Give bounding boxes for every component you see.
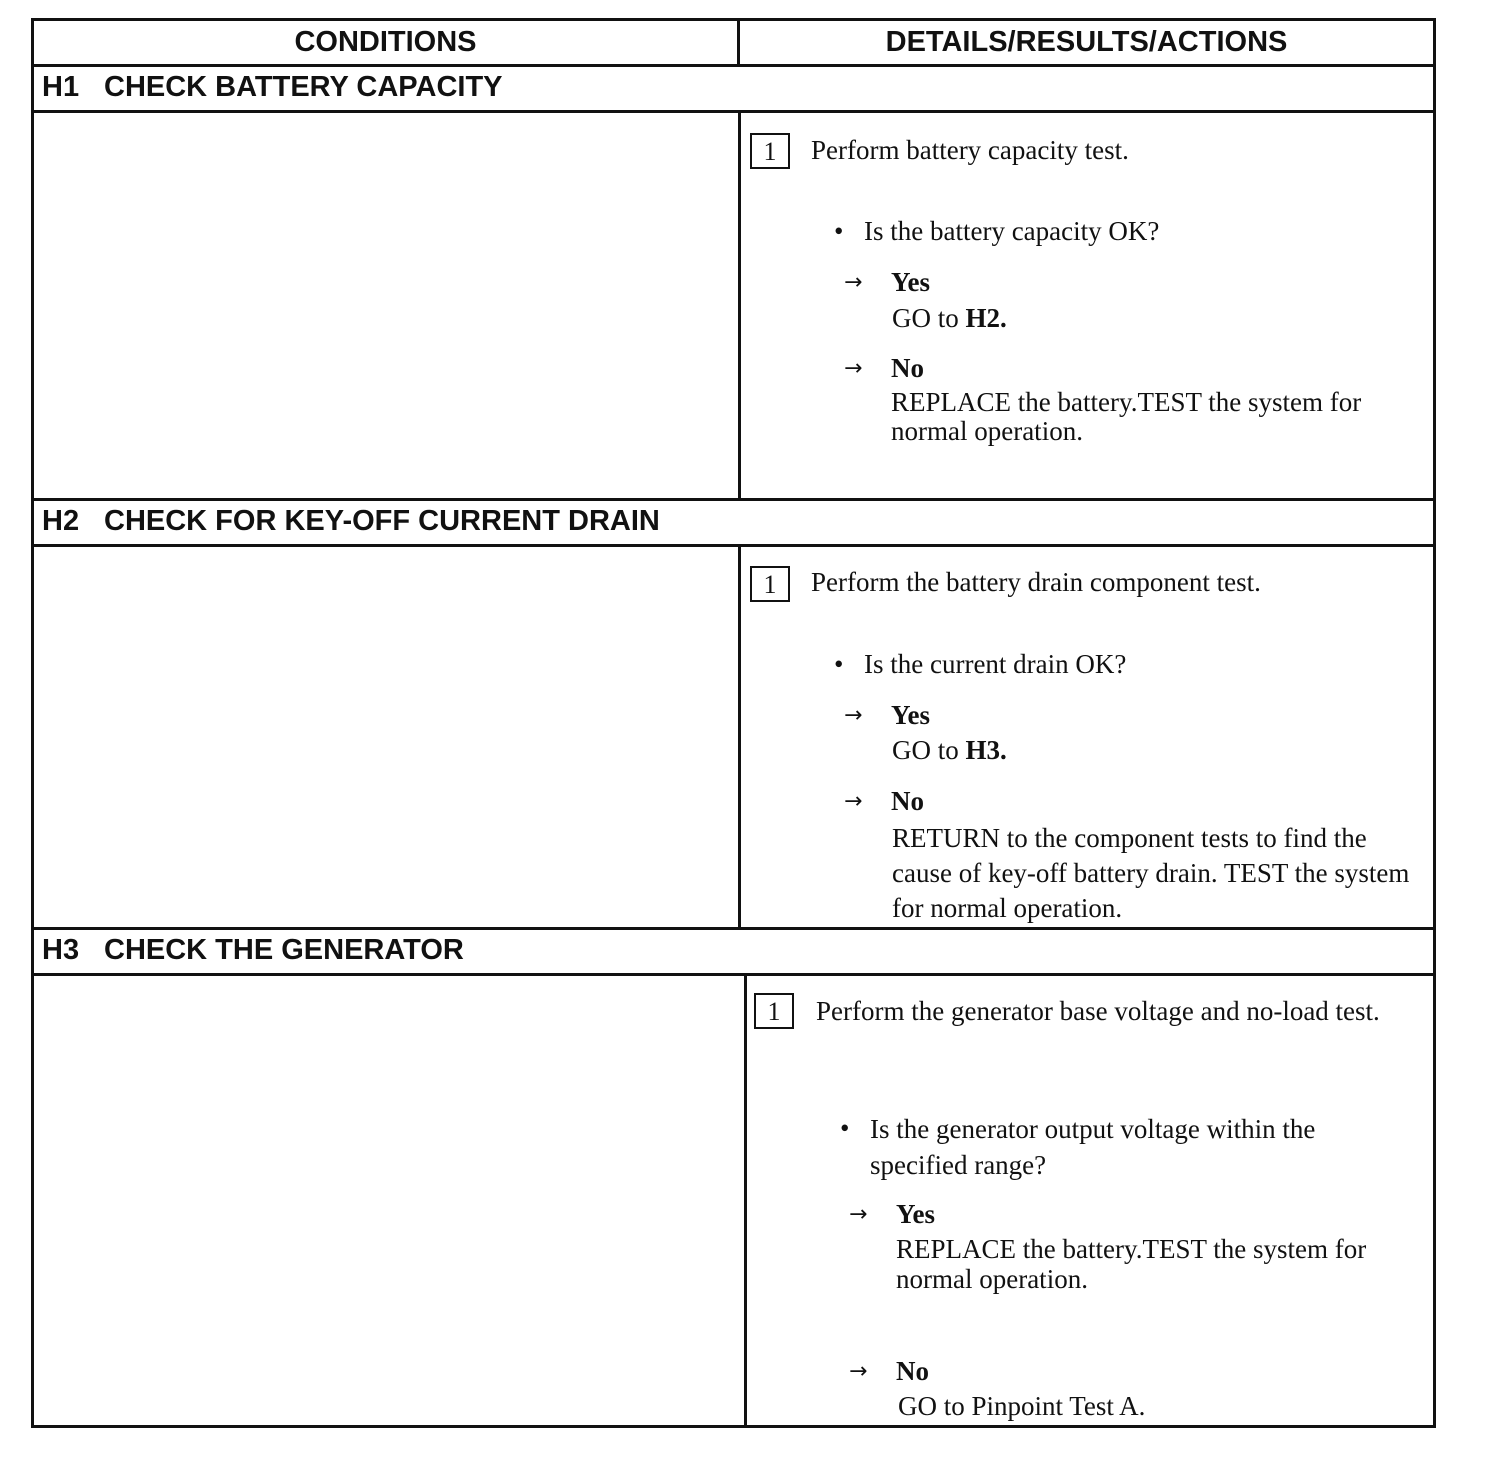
yes-action-text: GO to [892,735,966,765]
section-body-h2 [34,547,1433,930]
section-id: H2 [42,505,80,537]
step-number-box: 1 [750,133,790,169]
arrow-right-icon: → [844,270,863,295]
yes-label: Yes [891,700,930,730]
yes-target: H2. [965,303,1007,333]
arrow-right-icon: → [844,356,863,381]
section-title-h1 [34,67,1433,113]
yes-action [892,734,1412,767]
section-title-h2 [34,501,1433,547]
section-id: H1 [42,71,80,103]
arrow-right-icon: → [844,789,863,814]
section-body-h1 [34,113,1433,501]
yes-action-text: GO to [892,303,966,333]
step-text: Perform battery capacity test. [811,135,1129,165]
diagnostic-table [31,18,1436,1428]
yes-action [892,302,1412,335]
section-title-text: CHECK FOR KEY-OFF CURRENT DRAIN [104,505,660,537]
yes-label: Yes [891,267,930,297]
section-title-h3 [34,930,1433,976]
no-action-text: GO to Pinpoint Test A. [898,1391,1146,1421]
yes-target: H3. [965,735,1007,765]
no-label: No [891,353,924,383]
bullet-icon: • [840,1113,850,1143]
arrow-right-icon: → [849,1202,868,1227]
no-action-text: RETURN to the component tests to find the cause of key-off battery drain. TEST the system for normal operation. [892,823,1410,923]
section-id: H3 [42,934,80,966]
section-body-h3 [34,976,1433,1425]
step-number-box: 1 [750,566,790,602]
arrow-right-icon: → [849,1359,868,1384]
no-label: No [891,786,924,816]
column-divider [738,113,741,498]
section-title-text: CHECK THE GENERATOR [104,934,464,966]
question-text: Is the battery capacity OK? [864,216,1160,246]
column-divider [738,547,741,927]
conditions-header: CONDITIONS [34,21,740,64]
section-title-text: CHECK BATTERY CAPACITY [104,71,503,103]
table-header-row [34,21,1433,67]
step-number-box: 1 [754,993,794,1029]
question-text: Is the generator output voltage within the specified range? [870,1114,1316,1180]
column-divider [744,976,747,1425]
yes-label: Yes [896,1199,935,1229]
arrow-right-icon: → [844,703,863,728]
no-action-text: REPLACE the battery.TEST the system for normal operation. [891,387,1362,446]
yes-action-text: REPLACE the battery.TEST the system for normal operation. [896,1234,1367,1294]
details-results-actions-header: DETAILS/RESULTS/ACTIONS [885,26,1288,58]
step-text: Perform the battery drain component test. [811,567,1261,597]
no-label: No [896,1356,929,1386]
step-text: Perform the generator base voltage and no-load test. [816,996,1380,1026]
bullet-icon: • [834,649,844,679]
question-text: Is the current drain OK? [864,649,1127,679]
bullet-icon: • [834,216,844,246]
